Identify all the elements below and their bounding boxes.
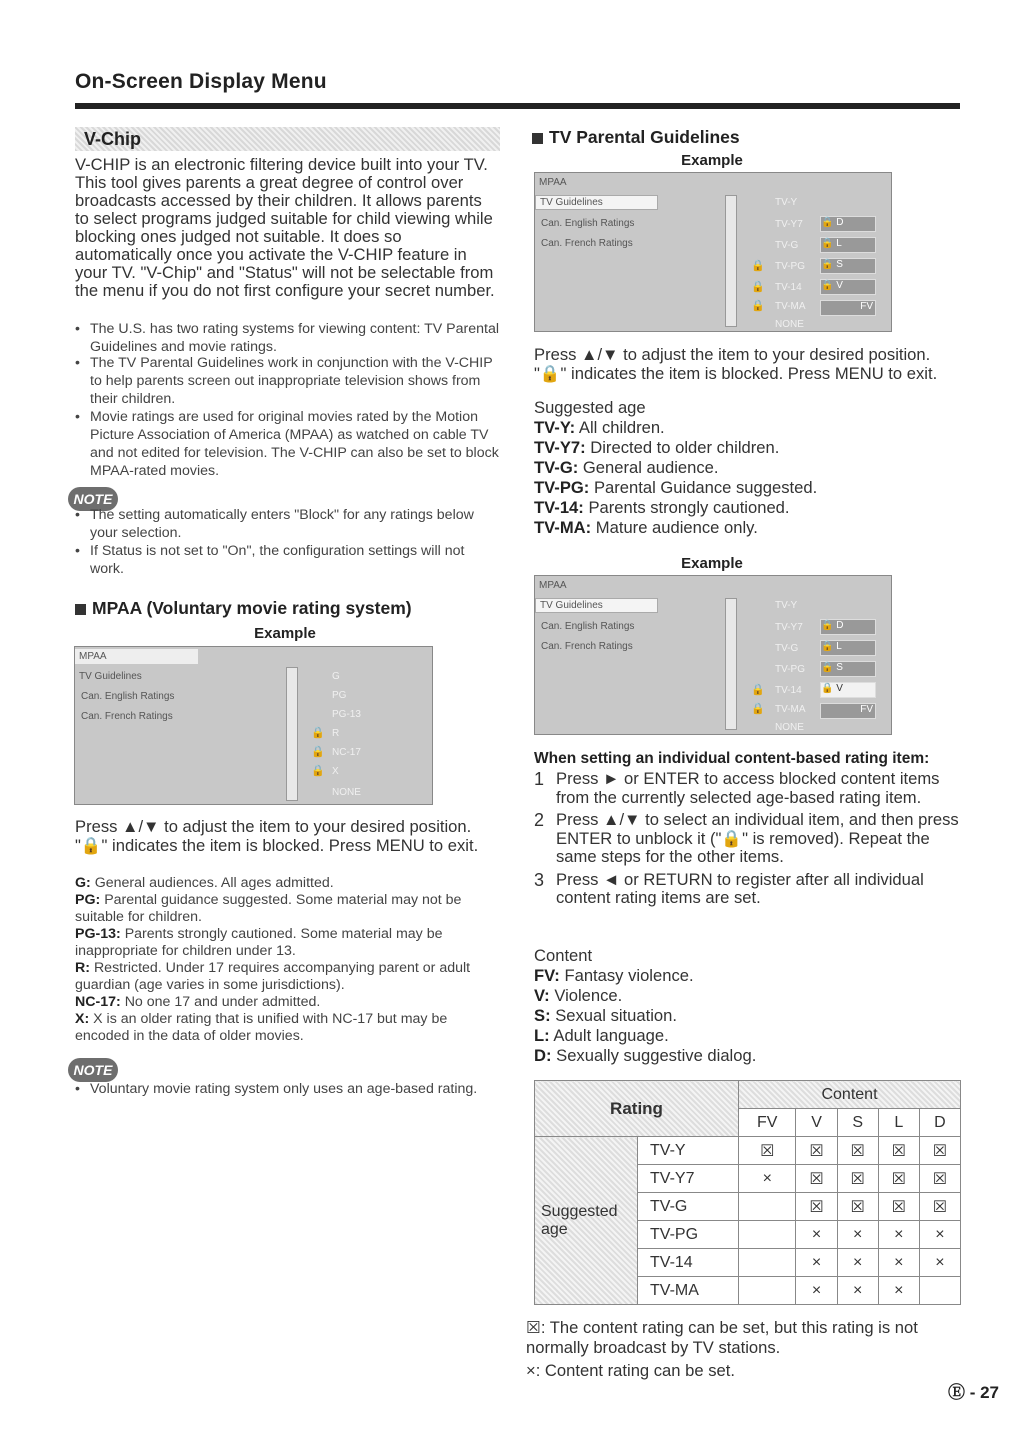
step-item: 2 Press ▲/▼ to select an individual item, and then press ENTER to unblock it ("🔒" is removed). Repeat the same steps for the other items. (534, 810, 959, 866)
table-cell: × (919, 1221, 960, 1249)
menu-item-can-french: Can. French Ratings (541, 641, 633, 652)
col-header: V (796, 1109, 837, 1137)
rating-label: NONE (775, 319, 804, 330)
table-cell: ☒ (878, 1193, 919, 1221)
menu-item-can-french: Can. French Ratings (81, 711, 173, 722)
table-cell: × (837, 1221, 878, 1249)
suggested-age-list (534, 398, 964, 538)
rating-label: R (332, 728, 340, 739)
row-label: TV-MA (638, 1277, 739, 1305)
menu-item-tv-guidelines: TV Guidelines (535, 195, 658, 210)
menu-item-can-english: Can. English Ratings (81, 691, 175, 702)
rating-label: PG-13 (332, 709, 361, 720)
age-item: TV-PG: Parental Guidance suggested. (534, 478, 818, 497)
table-cell: × (796, 1249, 837, 1277)
rating-label: TV-G (775, 643, 799, 654)
age-item: TV-14: Parents strongly cautioned. (534, 498, 790, 517)
content-label: Content (534, 946, 593, 965)
def-item: PG: Parental guidance suggested. Some material may not be suitable for children. (75, 892, 462, 925)
lock-icon: 🔒 (751, 703, 765, 715)
menu-item-tv-guidelines: TV Guidelines (535, 598, 658, 613)
content-box[interactable]: 🔒 S (820, 661, 876, 677)
age-item: TV-G: General audience. (534, 458, 719, 477)
rating-label: TV-Y7 (775, 219, 803, 230)
table-cell: ☒ (919, 1193, 960, 1221)
table-cell (739, 1193, 796, 1221)
table-cell (919, 1277, 960, 1305)
table-cell: × (739, 1165, 796, 1193)
content-item: FV: Fantasy violence. (534, 966, 694, 985)
age-item: TV-Y7: Directed to older children. (534, 438, 780, 457)
rating-slider[interactable] (725, 195, 737, 327)
suggested-age-label: Suggested age (534, 398, 646, 417)
table-cell: × (837, 1277, 878, 1305)
vchip-bullet: • The U.S. has two rating systems for viewing content: TV Parental Guidelines and movie ratings. (75, 321, 499, 355)
step-item: 3 Press ◄ or RETURN to register after all individual content rating items are set. (534, 869, 924, 907)
def-item: NC-17: No one 17 and under admitted. (75, 994, 321, 1010)
def-item: R: Restricted. Under 17 requires accompanying parent or adult guardian (age varies in some jurisdictions). (75, 960, 471, 993)
individual-heading: When setting an individual content-based rating item: (534, 750, 930, 767)
page-number: Ⓔ - 27 (947, 1383, 999, 1402)
vchip-intro: V-CHIP is an electronic filtering device built into your TV. This tool gives parents a great degree of control over broadcasts accessed by their children. It allows parents to select programs judged suitable for child viewing while blocking ones judged not suitable. It does so automatically once you activate the V-CHIP feature in your TV. "V-Chip" and "Status" will not be selectable from the menu if you do not first configure your secret number. (75, 155, 495, 300)
content-box[interactable]: 🔒 V (820, 682, 876, 698)
table-cell: ☒ (837, 1137, 878, 1165)
age-item: TV-MA: Mature audience only. (534, 518, 758, 537)
rating-label: TV-PG (775, 261, 806, 272)
mpaa-example-label: Example (254, 625, 316, 642)
step-item: 1 Press ► or ENTER to access blocked content items from the currently selected age-based rating item. (534, 769, 940, 807)
table-cell (739, 1277, 796, 1305)
mpaa-definitions (75, 875, 500, 1045)
rating-label: TV-Y (775, 600, 798, 611)
rating-label: G (332, 671, 340, 682)
table-legend-1: ☒: The content rating can be set, but this rating is not normally broadcast by TV stations. (526, 1318, 918, 1357)
row-label: TV-PG (638, 1221, 739, 1249)
lock-icon: 🔒 (751, 300, 765, 312)
table-cell (739, 1249, 796, 1277)
content-box[interactable]: 🔒 D (820, 619, 876, 635)
table-cell (739, 1221, 796, 1249)
table-cell: ☒ (837, 1193, 878, 1221)
rating-label: NONE (775, 722, 804, 733)
steps-list (534, 770, 964, 912)
table-cell: × (796, 1221, 837, 1249)
rating-label: TV-MA (775, 704, 806, 715)
menu-item-mpaa: MPAA (75, 649, 198, 664)
table-cell: × (796, 1277, 837, 1305)
lock-icon: 🔒 (751, 281, 765, 293)
note-badge: NOTE (68, 1058, 118, 1082)
rating-label: TV-Y7 (775, 622, 803, 633)
header-rule (75, 103, 960, 109)
col-header: L (878, 1109, 919, 1137)
rating-label: PG (332, 690, 347, 701)
content-box[interactable]: 🔒 D (820, 216, 876, 232)
content-box[interactable]: 🔒 S (820, 258, 876, 274)
menu-item-mpaa: MPAA (539, 177, 567, 188)
table-cell: ☒ (878, 1165, 919, 1193)
page-title: On-Screen Display Menu (75, 70, 327, 93)
tvpg-press-text: Press ▲/▼ to adjust the item to your desired position. "🔒" indicates the item is blocked. Press MENU to exit. (534, 345, 938, 383)
rating-label: X (332, 766, 339, 777)
note-item: • The setting automatically enters "Block" for any ratings below your selection. (75, 507, 474, 541)
mpaa-press-text: Press ▲/▼ to adjust the item to your desired position. "🔒" indicates the item is blocked. Press MENU to exit. (75, 817, 479, 855)
row-label: TV-Y7 (638, 1165, 739, 1193)
table-cell: ☒ (919, 1165, 960, 1193)
table-cell: × (878, 1221, 919, 1249)
rating-header: Rating (535, 1081, 739, 1137)
content-box[interactable]: 🔒 L (820, 640, 876, 656)
rating-label: TV-Y (775, 197, 798, 208)
menu-item-can-english: Can. English Ratings (541, 621, 635, 632)
table-cell: × (878, 1249, 919, 1277)
rating-label: NC-17 (332, 747, 361, 758)
content-box[interactable]: FV (820, 300, 876, 316)
content-item: D: Sexually suggestive dialog. (534, 1046, 757, 1065)
table-legend-2: ×: Content rating can be set. (526, 1361, 735, 1380)
row-label: TV-14 (638, 1249, 739, 1277)
def-item: G: General audiences. All ages admitted. (75, 875, 334, 891)
menu-item-can-french: Can. French Ratings (541, 238, 633, 249)
table-cell: ☒ (739, 1137, 796, 1165)
table-cell: ☒ (796, 1165, 837, 1193)
vchip-section-bar (75, 127, 500, 151)
vchip-title: V-Chip (84, 129, 141, 149)
content-box[interactable]: FV (820, 703, 876, 719)
col-header: FV (739, 1109, 796, 1137)
def-item: PG-13: Parents strongly cautioned. Some material may be inappropriate for children under 13. (75, 926, 443, 959)
table-cell: × (878, 1277, 919, 1305)
note-item: • If Status is not set to "On", the configuration settings will not work. (75, 543, 465, 577)
table-cell: × (919, 1249, 960, 1277)
rating-slider[interactable] (725, 598, 737, 730)
lock-icon: 🔒 (311, 746, 325, 758)
content-item: S: Sexual situation. (534, 1006, 677, 1025)
tvpg-example2-label: Example (681, 555, 743, 572)
menu-item-tv-guidelines: TV Guidelines (79, 671, 142, 682)
lock-icon: 🔒 (751, 684, 765, 696)
tvpg-screen-1 (534, 172, 892, 332)
content-list (534, 946, 964, 1066)
table-cell: ☒ (796, 1137, 837, 1165)
table-cell: ☒ (919, 1137, 960, 1165)
vchip-bullet: • The TV Parental Guidelines work in conjunction with the V-CHIP to help parents screen out inappropriate television shows from their children. (75, 355, 493, 407)
rating-table (534, 1080, 961, 1305)
rating-label: NONE (332, 787, 361, 798)
note-item: • Voluntary movie rating system only uses an age-based rating. (75, 1081, 478, 1097)
rating-label: TV-PG (775, 664, 806, 675)
lock-icon: 🔒 (311, 765, 325, 777)
rating-label: TV-MA (775, 301, 806, 312)
row-label: TV-Y (638, 1137, 739, 1165)
suggested-age-cell: Suggested age (535, 1137, 638, 1305)
mpaa-screen (74, 646, 433, 805)
row-label: TV-G (638, 1193, 739, 1221)
col-header: S (837, 1109, 878, 1137)
note-badge: NOTE (68, 487, 118, 511)
menu-item-mpaa: MPAA (539, 580, 567, 591)
rating-label: TV-14 (775, 282, 802, 293)
lock-icon: 🔒 (311, 727, 325, 739)
def-item: X: X is an older rating that is unified with NC-17 but may be encoded in the data of older movies. (75, 1011, 448, 1044)
content-item: V: Violence. (534, 986, 623, 1005)
mpaa-heading: MPAA (Voluntary movie rating system) (75, 598, 412, 619)
content-item: L: Adult language. (534, 1026, 669, 1045)
content-header: Content (739, 1081, 961, 1109)
rating-slider[interactable] (286, 667, 298, 801)
menu-item-can-english: Can. English Ratings (541, 218, 635, 229)
lock-icon: 🔒 (751, 260, 765, 272)
table-row (535, 1137, 961, 1165)
table-cell: × (837, 1249, 878, 1277)
age-item: TV-Y: All children. (534, 418, 665, 437)
content-box[interactable]: 🔒 L (820, 237, 876, 253)
table-cell: ☒ (796, 1193, 837, 1221)
rating-label: TV-G (775, 240, 799, 251)
table-cell: ☒ (837, 1165, 878, 1193)
tvpg-example-label: Example (681, 152, 743, 169)
col-header: D (919, 1109, 960, 1137)
table-cell: ☒ (878, 1137, 919, 1165)
tvpg-screen-2 (534, 575, 892, 735)
content-box[interactable]: 🔒 V (820, 279, 876, 295)
vchip-bullet: • Movie ratings are used for original movies rated by the Motion Picture Association of America (MPAA) as watched on cable TV and not edited for television. The V-CHIP can also be set to block MPAA-rated movies. (75, 409, 499, 479)
tvpg-heading: TV Parental Guidelines (532, 127, 740, 148)
rating-label: TV-14 (775, 685, 802, 696)
